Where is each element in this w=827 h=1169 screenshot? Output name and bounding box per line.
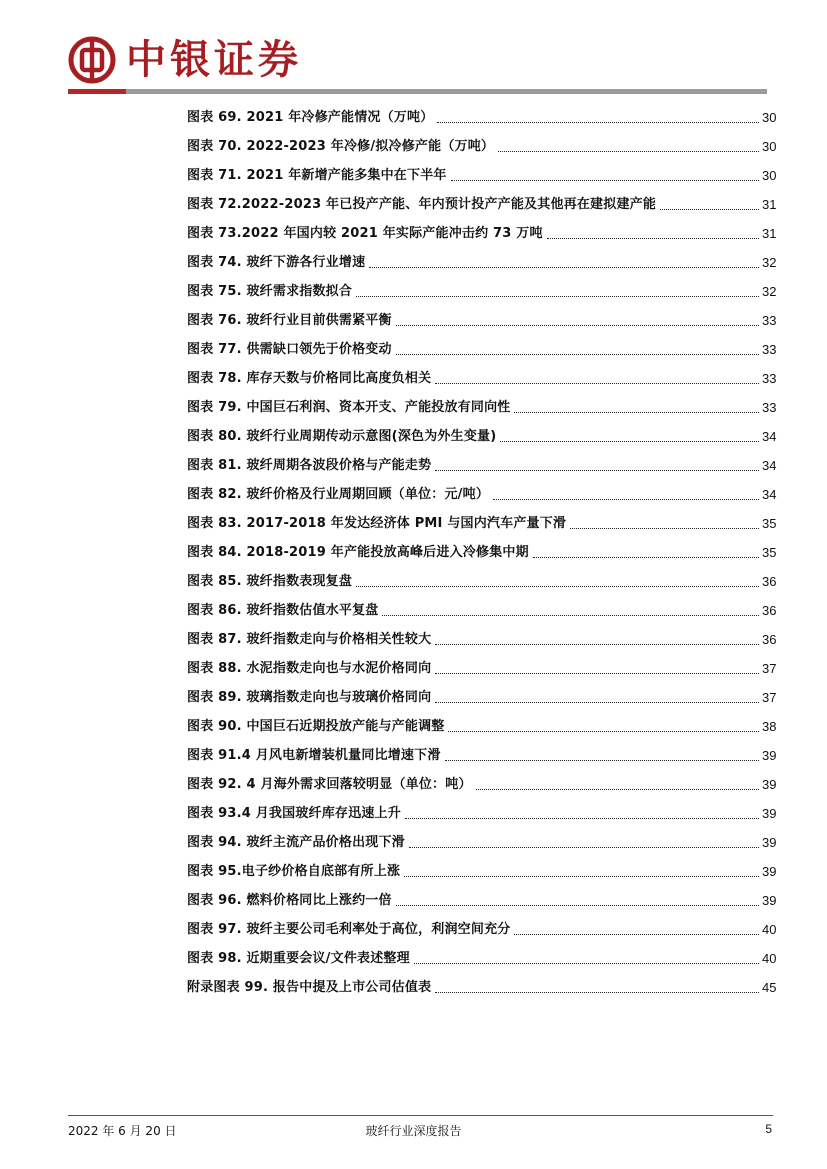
toc-entry-page: 39 [762, 893, 777, 908]
toc-entry[interactable] [187, 331, 776, 360]
toc-entry-page: 33 [762, 342, 777, 357]
dot-leader [493, 498, 759, 500]
dot-leader [435, 672, 759, 674]
toc-entry[interactable] [187, 244, 776, 273]
toc-entry[interactable] [187, 911, 776, 940]
toc-entry[interactable] [187, 795, 776, 824]
toc-entry-page: 39 [762, 806, 777, 821]
toc-entry-label: 图表 92. 4 月海外需求回落较明显（单位：吨） [187, 777, 472, 792]
toc-entry-label: 图表 78. 库存天数与价格同比高度负相关 [187, 371, 432, 386]
toc-entry-label: 附录图表 99. 报告中提及上市公司估值表 [187, 980, 432, 995]
dot-leader [409, 846, 759, 848]
figure-list [187, 99, 776, 998]
dot-leader [498, 150, 759, 152]
toc-entry[interactable] [187, 389, 776, 418]
dot-leader [435, 991, 759, 993]
toc-entry[interactable] [187, 621, 776, 650]
toc-entry-label: 图表 98. 近期重要会议/文件表述整理 [187, 951, 410, 966]
toc-entry-label: 图表 69. 2021 年冷修产能情况（万吨） [187, 110, 434, 125]
toc-entry-label: 图表 80. 玻纤行业周期传动示意图(深色为外生变量) [187, 429, 497, 444]
toc-entry-label: 图表 84. 2018-2019 年产能投放高峰后进入冷修集中期 [187, 545, 529, 560]
toc-entry-page: 45 [762, 980, 777, 995]
toc-entry-page: 34 [762, 429, 777, 444]
toc-entry-label: 图表 85. 玻纤指数表现复盘 [187, 574, 353, 589]
toc-entry-label: 图表 86. 玻纤指数估值水平复盘 [187, 603, 379, 618]
toc-entry[interactable] [187, 273, 776, 302]
dot-leader [437, 121, 759, 123]
toc-entry-page: 34 [762, 458, 777, 473]
toc-entry-page: 37 [762, 690, 777, 705]
toc-entry-label: 图表 87. 玻纤指数走向与价格相关性较大 [187, 632, 432, 647]
toc-entry[interactable] [187, 708, 776, 737]
dot-leader [514, 411, 759, 413]
dot-leader [396, 353, 759, 355]
footer-title: 玻纤行业深度报告 [365, 1124, 462, 1138]
toc-entry-page: 32 [762, 284, 777, 299]
toc-entry-page: 32 [762, 255, 777, 270]
toc-entry[interactable] [187, 650, 776, 679]
dot-leader [570, 527, 759, 529]
toc-entry[interactable] [187, 824, 776, 853]
dot-leader [445, 759, 759, 761]
header-rule-accent [68, 89, 126, 94]
dot-leader [451, 179, 759, 181]
toc-entry[interactable] [187, 215, 776, 244]
toc-entry[interactable] [187, 679, 776, 708]
dot-leader [435, 469, 759, 471]
toc-entry-page: 30 [762, 110, 777, 125]
toc-entry[interactable] [187, 563, 776, 592]
toc-entry[interactable] [187, 592, 776, 621]
toc-entry[interactable] [187, 157, 776, 186]
toc-entry[interactable] [187, 99, 776, 128]
toc-entry-page: 34 [762, 487, 777, 502]
bank-of-china-logo-icon [68, 36, 116, 84]
toc-entry-page: 37 [762, 661, 777, 676]
toc-entry-page: 33 [762, 313, 777, 328]
toc-entry[interactable] [187, 505, 776, 534]
toc-entry-label: 图表 77. 供需缺口领先于价格变动 [187, 342, 392, 357]
dot-leader [448, 730, 759, 732]
toc-entry-page: 33 [762, 371, 777, 386]
toc-entry-page: 38 [762, 719, 777, 734]
toc-entry-page: 36 [762, 603, 777, 618]
dot-leader [382, 614, 759, 616]
toc-entry-label: 图表 96. 燃料价格同比上涨约一倍 [187, 893, 392, 908]
toc-entry-label: 图表 73.2022 年国内较 2021 年实际产能冲击约 73 万吨 [187, 226, 543, 241]
toc-entry-label: 图表 88. 水泥指数走向也与水泥价格同向 [187, 661, 432, 676]
dot-leader [547, 237, 759, 239]
toc-entry-label: 图表 71. 2021 年新增产能多集中在下半年 [187, 168, 447, 183]
toc-entry-page: 33 [762, 400, 777, 415]
toc-entry[interactable] [187, 969, 776, 998]
dot-leader [369, 266, 759, 268]
dot-leader [476, 788, 759, 790]
toc-entry[interactable] [187, 418, 776, 447]
footer-rule [68, 1115, 773, 1116]
footer-page-number: 5 [765, 1122, 772, 1136]
footer-date: 2022 年 6 月 20 日 [68, 1124, 177, 1138]
toc-entry-label: 图表 82. 玻纤价格及行业周期回顾（单位：元/吨） [187, 487, 490, 502]
toc-entry-label: 图表 91.4 月风电新增装机量同比增速下滑 [187, 748, 441, 763]
toc-entry-label: 图表 81. 玻纤周期各波段价格与产能走势 [187, 458, 432, 473]
toc-entry-page: 31 [762, 226, 777, 241]
dot-leader [514, 933, 759, 935]
toc-entry[interactable] [187, 447, 776, 476]
toc-entry-page: 39 [762, 864, 777, 879]
dot-leader [356, 585, 759, 587]
dot-leader [356, 295, 759, 297]
toc-entry-page: 36 [762, 632, 777, 647]
toc-entry-page: 31 [762, 197, 777, 212]
toc-entry-page: 30 [762, 168, 777, 183]
dot-leader [500, 440, 759, 442]
toc-entry-label: 图表 79. 中国巨石利润、资本开支、产能投放有同向性 [187, 400, 511, 415]
toc-entry-page: 35 [762, 545, 777, 560]
toc-entry-label: 图表 95.电子纱价格自底部有所上涨 [187, 864, 401, 879]
dot-leader [533, 556, 759, 558]
toc-entry-label: 图表 70. 2022-2023 年冷修/拟冷修产能（万吨） [187, 139, 495, 154]
toc-entry[interactable] [187, 882, 776, 911]
dot-leader [660, 208, 759, 210]
dot-leader [404, 875, 759, 877]
toc-entry[interactable] [187, 940, 776, 969]
toc-entry[interactable] [187, 128, 776, 157]
dot-leader [405, 817, 759, 819]
toc-entry-label: 图表 90. 中国巨石近期投放产能与产能调整 [187, 719, 445, 734]
toc-entry[interactable] [187, 302, 776, 331]
toc-entry-page: 39 [762, 748, 777, 763]
toc-entry-label: 图表 83. 2017-2018 年发达经济体 PMI 与国内汽车产量下滑 [187, 516, 567, 531]
toc-entry[interactable] [187, 186, 776, 215]
toc-entry-page: 40 [762, 922, 777, 937]
toc-entry-page: 39 [762, 835, 777, 850]
toc-entry-page: 35 [762, 516, 777, 531]
toc-entry-label: 图表 74. 玻纤下游各行业增速 [187, 255, 366, 270]
brand-name: 中银证券 [126, 37, 302, 83]
dot-leader [435, 643, 759, 645]
dot-leader [396, 324, 759, 326]
toc-entry-label: 图表 76. 玻纤行业目前供需紧平衡 [187, 313, 392, 328]
toc-entry-label: 图表 89. 玻璃指数走向也与玻璃价格同向 [187, 690, 432, 705]
dot-leader [435, 382, 759, 384]
dot-leader [435, 701, 759, 703]
toc-entry-page: 30 [762, 139, 777, 154]
header-rule [126, 89, 767, 94]
toc-entry[interactable] [187, 766, 776, 795]
toc-entry-page: 40 [762, 951, 777, 966]
toc-entry[interactable] [187, 534, 776, 563]
toc-entry-label: 图表 93.4 月我国玻纤库存迅速上升 [187, 806, 401, 821]
toc-entry-page: 36 [762, 574, 777, 589]
page-header [0, 0, 827, 100]
toc-entry-label: 图表 72.2022-2023 年已投产产能、年内预计投产产能及其他再在建拟建产能 [187, 197, 657, 212]
toc-entry-label: 图表 97. 玻纤主要公司毛利率处于高位，利润空间充分 [187, 922, 511, 937]
toc-entry-label: 图表 75. 玻纤需求指数拟合 [187, 284, 353, 299]
toc-entry[interactable] [187, 737, 776, 766]
dot-leader [396, 904, 759, 906]
toc-entry-label: 图表 94. 玻纤主流产品价格出现下滑 [187, 835, 405, 850]
toc-entry[interactable] [187, 476, 776, 505]
dot-leader [414, 962, 759, 964]
toc-entry[interactable] [187, 853, 776, 882]
toc-entry[interactable] [187, 360, 776, 389]
toc-entry-page: 39 [762, 777, 777, 792]
